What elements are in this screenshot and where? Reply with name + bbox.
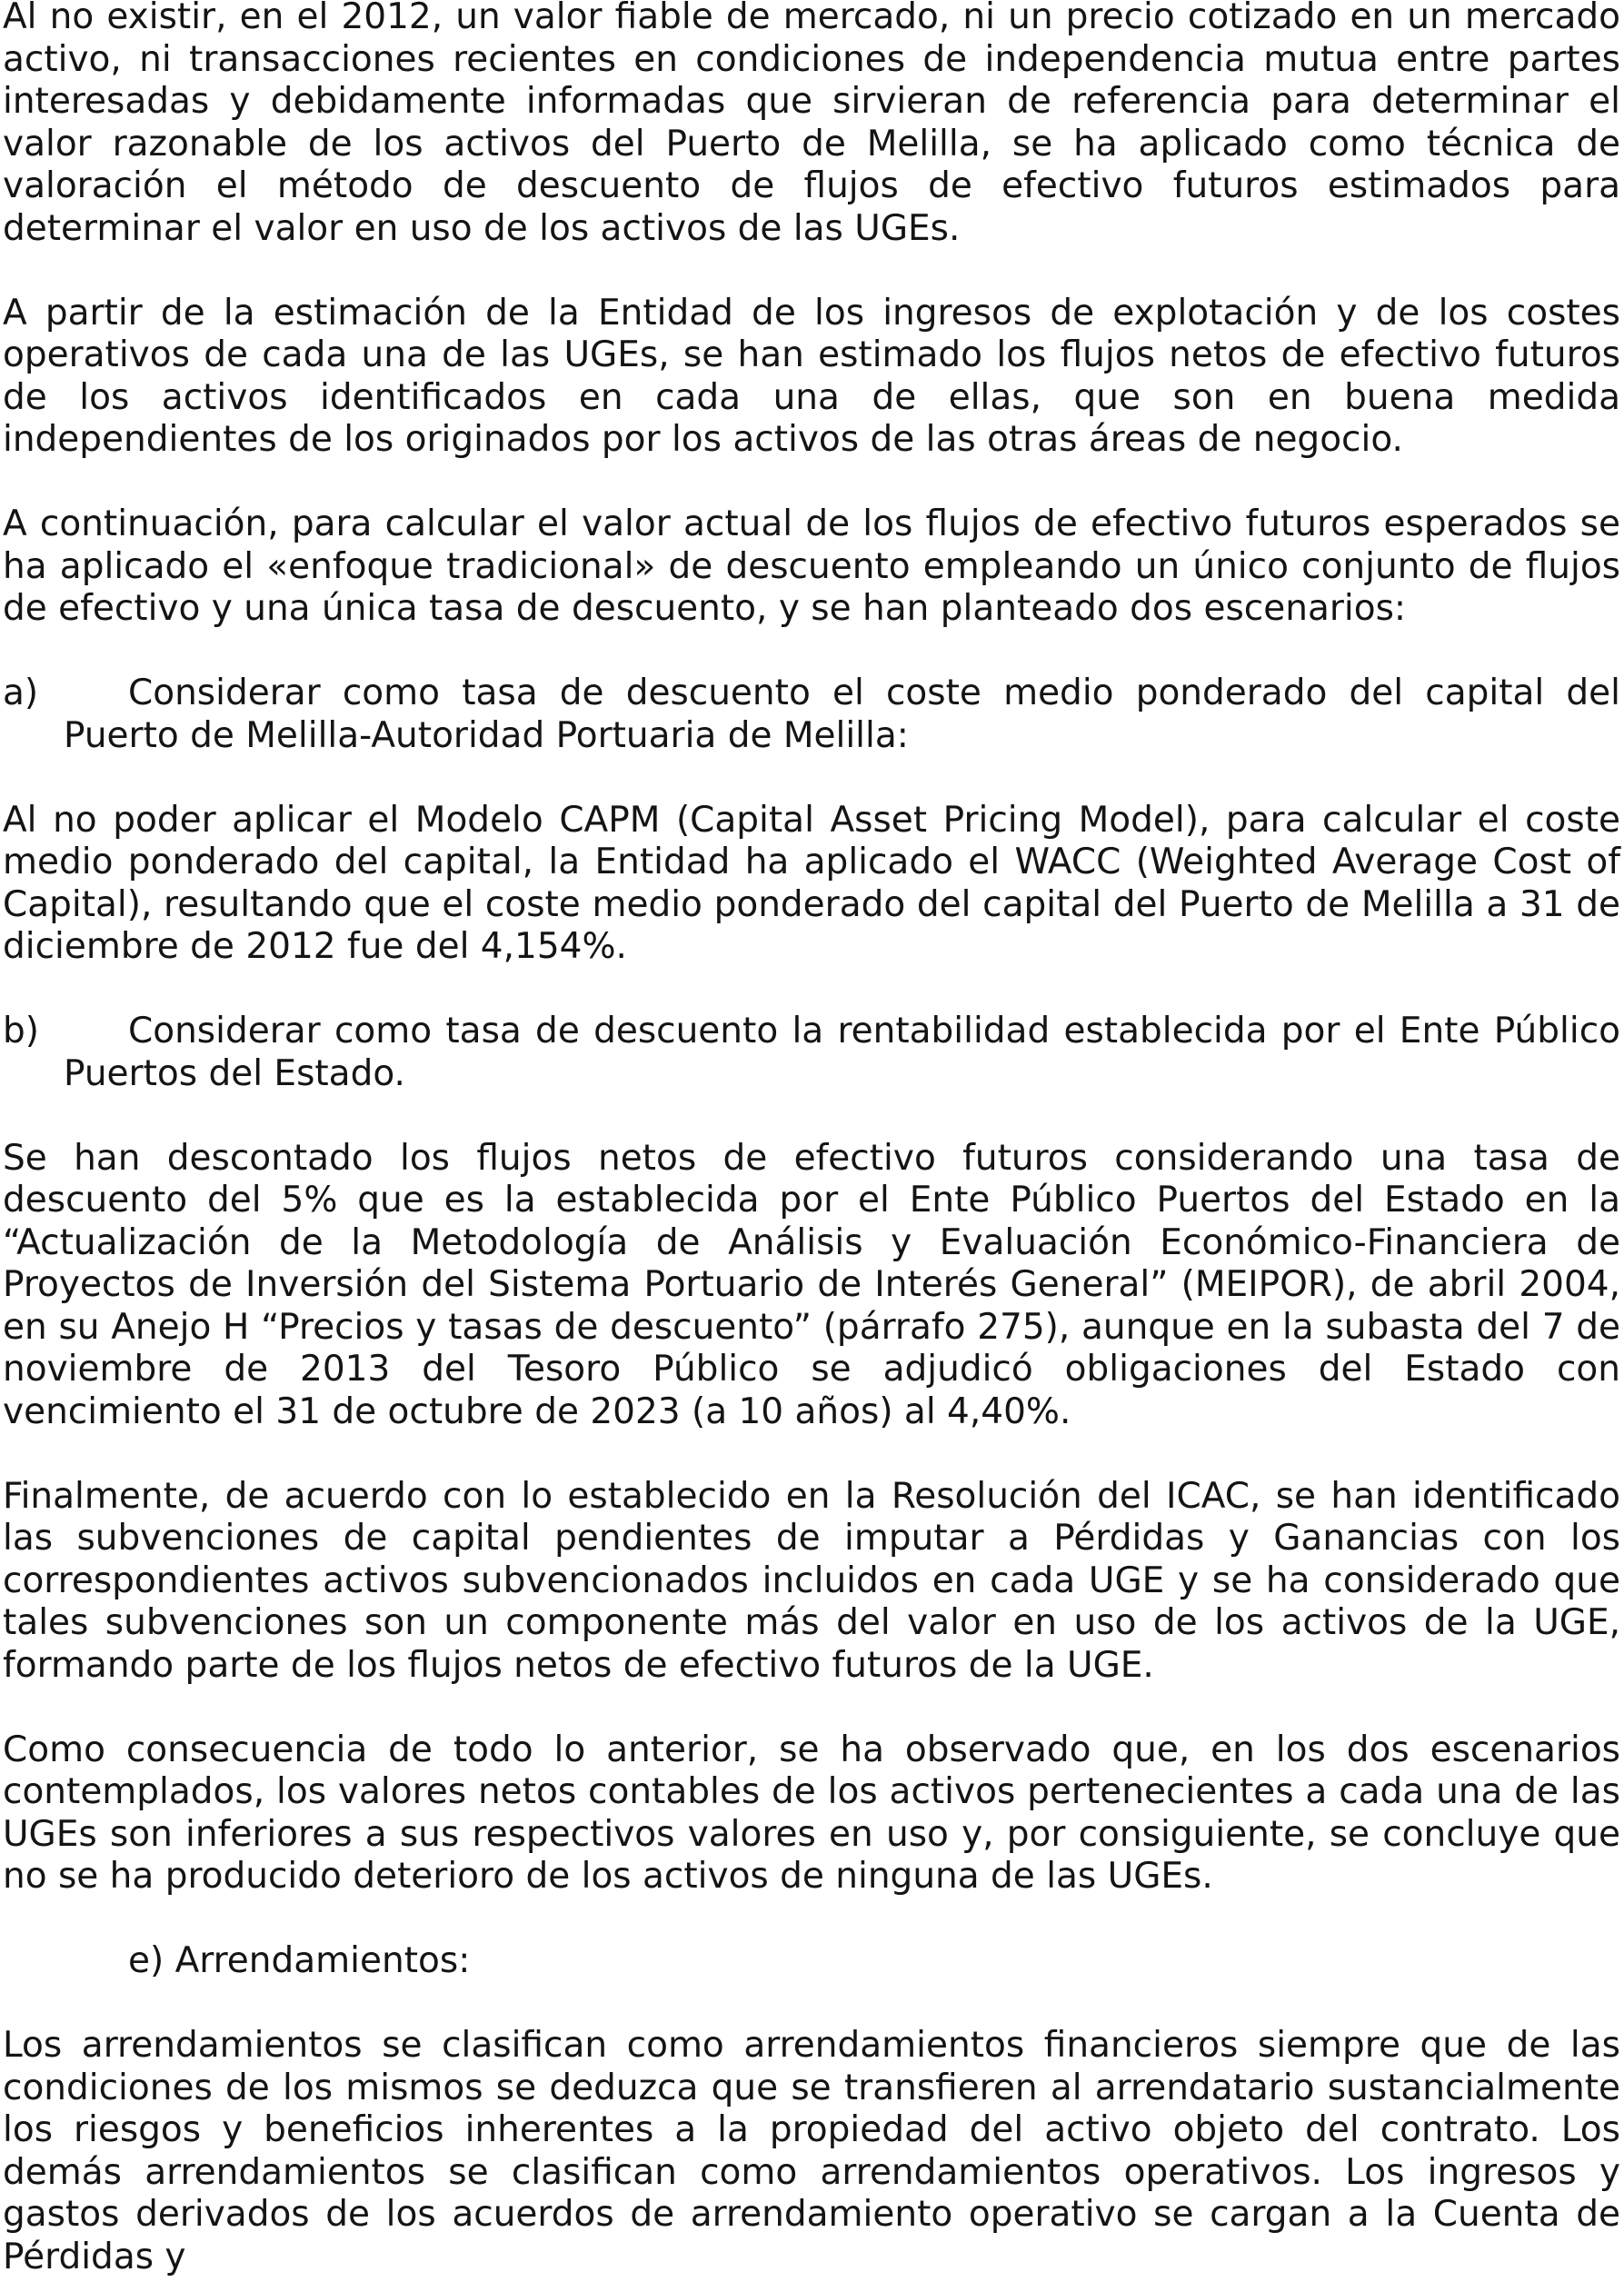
paragraph-market-value: Al no existir, en el 2012, un valor fiable de mercado, ni un precio cotizado en un mercado activo, ni transacciones recientes en condiciones de independencia mutua entre partes interesadas y debidamente informadas que sirvieran de referencia para determinar el valor razonable de los activos del Puerto de Melilla, se ha aplicado como técnica de valoración el método de descuento de flujos de efectivo futuros estimados para determinar el valor en uso de los activos de las UGEs.: [3, 0, 1620, 249]
list-text-b: Considerar como tasa de descuento la rentabilidad establecida por el Ente Público Puertos del Estado.: [64, 1011, 1620, 1094]
paragraph-discount-rate: Se han descontado los flujos netos de efectivo futuros considerando una tasa de descuento del 5% que es la establecida por el Ente Público Puertos del Estado en la “Actualización de la Metodología de Análisis y Evaluación Económico-Financiera de Proyectos de Inversión del Sistema Portuario de Interés General” (MEIPOR), de abril 2004, en su Anejo H “Precios y tasas de descuento” (párrafo 275), aunque en la subasta del 7 de noviembre de 2013 del Tesoro Público se adjudicó obligaciones del Estado con vencimiento el 31 de octubre de 2023 (a 10 años) al 4,40%.: [3, 1137, 1620, 1432]
list-text-a: Considerar como tasa de descuento el coste medio ponderado del capital del Puerto de Melilla-Autoridad Portuaria de Melilla:: [64, 673, 1620, 756]
list-item-scenario-a: [3, 673, 1620, 757]
list-marker-b: b): [3, 1011, 39, 1051]
paragraph-wacc: Al no poder aplicar el Modelo CAPM (Capital Asset Pricing Model), para calcular el coste medio ponderado del capital, la Entidad ha aplicado el WACC (Weighted Average Cost of Capital), resultando que el coste medio ponderado del capital del Puerto de Melilla a 31 de diciembre de 2012 fue del 4,154%.: [3, 799, 1620, 967]
paragraph-conclusion: Como consecuencia de todo lo anterior, se ha observado que, en los dos escenarios contemplados, los valores netos contables de los activos pertenecientes a cada una de las UGEs son inferiores a sus respectivos valores en uso y, por consiguiente, se concluye que no se ha producido deterioro de los activos de ninguna de las UGEs.: [3, 1729, 1620, 1897]
list-item-scenario-b: [3, 1011, 1620, 1095]
list-marker-a: a): [3, 673, 39, 713]
section-heading-leases: e) Arrendamientos:: [128, 1940, 471, 1981]
paragraph-subsidies: Finalmente, de acuerdo con lo establecido en la Resolución del ICAC, se han identificado las subvenciones de capital pendientes de imputar a Pérdidas y Ganancias con los correspondientes activos subvencionados incluidos en cada UGE y se ha considerado que tales subvenciones son un componente más del valor en uso de los activos de la UGE, formando parte de los flujos netos de efectivo futuros de la UGE.: [3, 1475, 1620, 1686]
paragraph-leases: Los arrendamientos se clasifican como arrendamientos financieros siempre que de las condiciones de los mismos se deduzca que se transfieren al arrendatario sustancialmente los riesgos y beneficios inherentes a la propiedad del activo objeto del contrato. Los demás arrendamientos se clasifican como arrendamientos operativos. Los ingresos y gastos derivados de los acuerdos de arrendamiento operativo se cargan a la Cuenta de Pérdidas y: [3, 2025, 1620, 2277]
paragraph-discount-approach: A continuación, para calcular el valor actual de los flujos de efectivo futuros esperados se ha aplicado el «enfoque tradicional» de descuento empleando un único conjunto de flujos de efectivo y una única tasa de descuento, y se han planteado dos escenarios:: [3, 503, 1620, 629]
document-body: [3, 0, 1620, 2278]
paragraph-cash-flows: A partir de la estimación de la Entidad de los ingresos de explotación y de los costes operativos de cada una de las UGEs, se han estimado los flujos netos de efectivo futuros de los activos identificados en cada una de ellas, que son en buena medida independientes de los originados por los activos de las otras áreas de negocio.: [3, 292, 1620, 460]
